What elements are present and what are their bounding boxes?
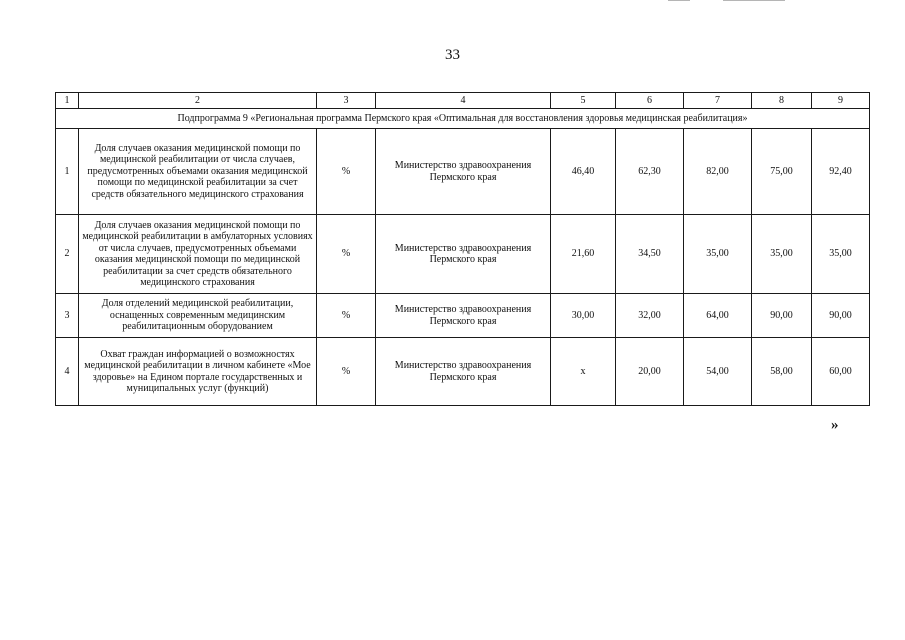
value-col-6: 34,50 xyxy=(616,215,684,294)
value-col-6: 32,00 xyxy=(616,294,684,338)
subprogram-row xyxy=(56,109,870,129)
value-col-7: 64,00 xyxy=(684,294,752,338)
column-number: 2 xyxy=(79,93,317,109)
value-col-9: 35,00 xyxy=(812,215,870,294)
indicator-executor: Министерство здравоохранения Пермского края xyxy=(376,129,551,215)
page-number: 33 xyxy=(445,47,460,63)
value-col-8: 58,00 xyxy=(752,338,812,406)
column-number: 9 xyxy=(812,93,870,109)
row-number: 1 xyxy=(56,129,79,215)
value-col-9: 92,40 xyxy=(812,129,870,215)
column-number: 3 xyxy=(317,93,376,109)
value-col-8: 35,00 xyxy=(752,215,812,294)
row-number: 4 xyxy=(56,338,79,406)
indicator-executor: Министерство здравоохранения Пермского края xyxy=(376,294,551,338)
indicator-executor: Министерство здравоохранения Пермского края xyxy=(376,338,551,406)
value-col-7: 82,00 xyxy=(684,129,752,215)
subprogram-title: Подпрограмма 9 «Региональная программа Пермского края «Оптимальная для восстановления здоровья медицинская реабилитация» xyxy=(56,109,870,129)
value-col-5: 21,60 xyxy=(551,215,616,294)
scan-edge-line-left xyxy=(668,0,690,1)
value-col-5: 46,40 xyxy=(551,129,616,215)
value-col-9: 60,00 xyxy=(812,338,870,406)
indicator-name: Доля случаев оказания медицинской помощи по медицинской реабилитации от числа случаев, предусмотренных объемами оказания медицинской помощи по медицинской реабилитации за счет средств обязательного медицинского страхования xyxy=(79,129,317,215)
value-col-6: 62,30 xyxy=(616,129,684,215)
column-number: 5 xyxy=(551,93,616,109)
value-col-5: x xyxy=(551,338,616,406)
column-number: 8 xyxy=(752,93,812,109)
value-col-7: 35,00 xyxy=(684,215,752,294)
table-row xyxy=(56,338,870,406)
table-row xyxy=(56,215,870,294)
row-number: 3 xyxy=(56,294,79,338)
indicator-name: Доля отделений медицинской реабилитации, оснащенных современным медицинским реабилитационным оборудованием xyxy=(79,294,317,338)
value-col-8: 75,00 xyxy=(752,129,812,215)
column-number: 7 xyxy=(684,93,752,109)
indicator-unit: % xyxy=(317,294,376,338)
value-col-8: 90,00 xyxy=(752,294,812,338)
indicator-unit: % xyxy=(317,129,376,215)
column-number: 4 xyxy=(376,93,551,109)
value-col-7: 54,00 xyxy=(684,338,752,406)
indicator-unit: % xyxy=(317,215,376,294)
column-number-row xyxy=(56,93,870,109)
value-col-6: 20,00 xyxy=(616,338,684,406)
indicator-name: Доля случаев оказания медицинской помощи по медицинской реабилитации в амбулаторных условиях от числа случаев, предусмотренных объемами оказания медицинской помощи по медицинской реабилитации за счет средств обязательного медицинского страхования xyxy=(79,215,317,294)
table-row xyxy=(56,294,870,338)
indicator-unit: % xyxy=(317,338,376,406)
indicators-table xyxy=(55,92,870,406)
value-col-9: 90,00 xyxy=(812,294,870,338)
column-number: 6 xyxy=(616,93,684,109)
indicator-name: Охват граждан информацией о возможностях медицинской реабилитации в личном кабинете «Мое здоровье» на Едином портале государственных и муниципальных услуг (функций) xyxy=(79,338,317,406)
closing-quote-mark: » xyxy=(831,417,839,433)
table-row xyxy=(56,129,870,215)
scan-edge-line-right xyxy=(723,0,785,1)
value-col-5: 30,00 xyxy=(551,294,616,338)
row-number: 2 xyxy=(56,215,79,294)
indicator-executor: Министерство здравоохранения Пермского края xyxy=(376,215,551,294)
column-number: 1 xyxy=(56,93,79,109)
